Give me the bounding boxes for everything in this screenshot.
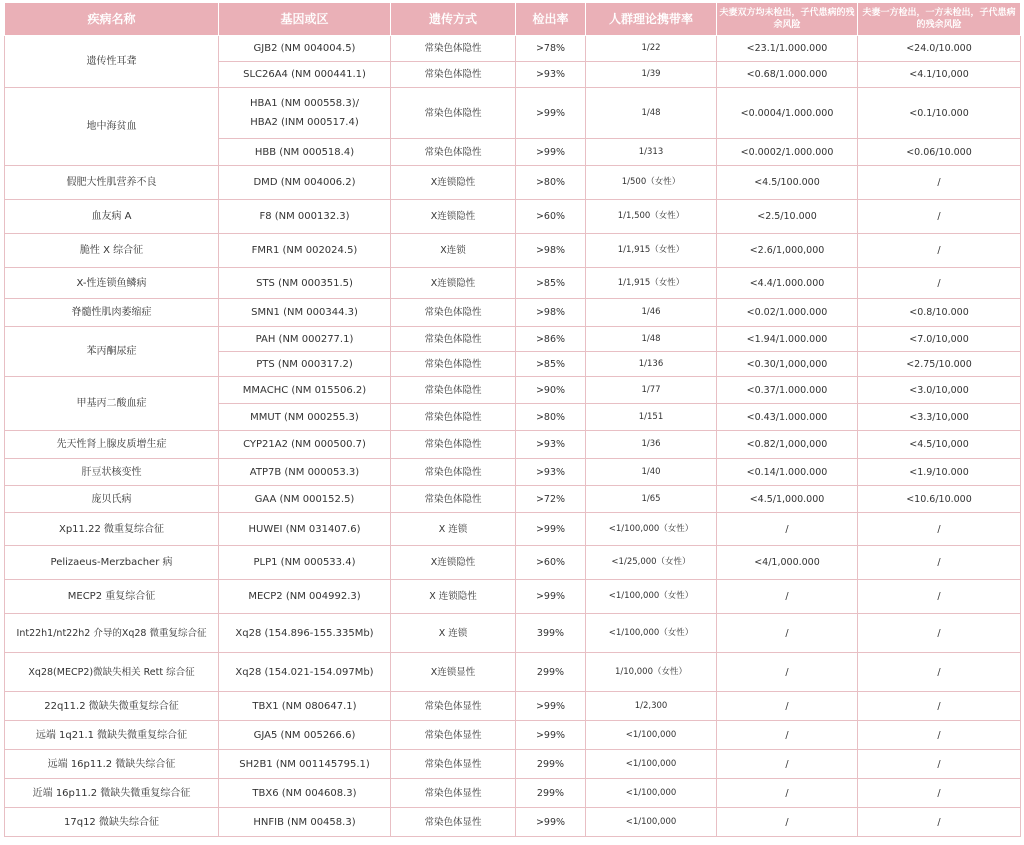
risk-both-cell: <0.14/1.000.000: [717, 459, 858, 486]
detection-rate-cell: 299%: [516, 779, 586, 808]
disease-cell: Int22h1/nt22h2 介导的Xq28 微重复综合征: [5, 614, 219, 653]
risk-both-cell: <2.6/1,000,000: [717, 234, 858, 268]
gene-cell: SLC26A4 (NM 000441.1): [219, 62, 391, 88]
carrier-rate-cell: <1/100,000: [586, 750, 717, 779]
carrier-rate-cell: 1/65: [586, 486, 717, 513]
table-row: [5, 513, 1021, 546]
risk-one-cell: <3.0/10,000: [858, 377, 1021, 404]
inheritance-cell: 常染色体显性: [391, 692, 516, 721]
inheritance-cell: X 连锁: [391, 513, 516, 546]
carrier-rate-cell: 1/1,915（女性）: [586, 234, 717, 268]
carrier-rate-cell: 1/313: [586, 139, 717, 166]
detection-rate-cell: >60%: [516, 200, 586, 234]
table-row: [5, 546, 1021, 580]
risk-one-cell: /: [858, 653, 1021, 692]
disease-cell: 脆性 X 综合征: [5, 234, 219, 268]
detection-rate-cell: 299%: [516, 653, 586, 692]
gene-cell: PLP1 (NM 000533.4): [219, 546, 391, 580]
carrier-rate-cell: 1/36: [586, 431, 717, 459]
gene-cell: SH2B1 (NM 001145795.1): [219, 750, 391, 779]
gene-cell: HBB (NM 000518.4): [219, 139, 391, 166]
gene-cell: GJA5 (NM 005266.6): [219, 721, 391, 750]
table-row: [5, 580, 1021, 614]
carrier-rate-cell: 1/1,915（女性）: [586, 268, 717, 299]
detection-rate-cell: >99%: [516, 513, 586, 546]
inheritance-cell: 常染色体隐性: [391, 486, 516, 513]
carrier-rate-cell: <1/100,000（女性）: [586, 513, 717, 546]
disease-cell: 17q12 微缺失综合征: [5, 808, 219, 837]
risk-both-cell: /: [717, 779, 858, 808]
detection-rate-cell: >72%: [516, 486, 586, 513]
carrier-rate-cell: 1/46: [586, 299, 717, 327]
risk-one-cell: <24.0/10.000: [858, 36, 1021, 62]
risk-both-cell: /: [717, 580, 858, 614]
gene-cell: SMN1 (NM 000344.3): [219, 299, 391, 327]
table-row: [5, 692, 1021, 721]
gene-cell: FMR1 (NM 002024.5): [219, 234, 391, 268]
gene-cell: ATP7B (NM 000053.3): [219, 459, 391, 486]
detection-rate-cell: >85%: [516, 268, 586, 299]
inheritance-cell: 常染色体隐性: [391, 62, 516, 88]
carrier-rate-cell: <1/100,000: [586, 779, 717, 808]
disease-cell: 先天性肾上腺皮质增生症: [5, 431, 219, 459]
inheritance-cell: X 连锁: [391, 614, 516, 653]
gene-cell: PTS (NM 000317.2): [219, 352, 391, 377]
table-row: [5, 377, 1021, 404]
table-row: [5, 486, 1021, 513]
inheritance-cell: 常染色体隐性: [391, 299, 516, 327]
detection-rate-cell: >93%: [516, 62, 586, 88]
risk-one-cell: <7.0/10,000: [858, 327, 1021, 352]
gene-cell: [219, 88, 391, 139]
carrier-rate-cell: 1/151: [586, 404, 717, 431]
gene-line: HBA2 (INM 000517.4): [250, 117, 359, 128]
inheritance-cell: 常染色体隐性: [391, 404, 516, 431]
disease-cell: 假肥大性肌营养不良: [5, 166, 219, 200]
risk-one-cell: /: [858, 721, 1021, 750]
detection-rate-cell: >60%: [516, 546, 586, 580]
inheritance-cell: X连锁隐性: [391, 268, 516, 299]
detection-rate-cell: >99%: [516, 721, 586, 750]
gene-cell: HUWEI (NM 031407.6): [219, 513, 391, 546]
gene-cell: MMACHC (NM 015506.2): [219, 377, 391, 404]
gene-cell: HNFIB (NM 00458.3): [219, 808, 391, 837]
disease-cell: 甲基丙二酸血症: [5, 377, 219, 431]
detection-rate-cell: >99%: [516, 88, 586, 139]
inheritance-cell: 常染色体隐性: [391, 377, 516, 404]
table-row: [5, 327, 1021, 352]
carrier-rate-cell: 1/500（女性）: [586, 166, 717, 200]
inheritance-cell: 常染色体显性: [391, 808, 516, 837]
detection-rate-cell: >93%: [516, 431, 586, 459]
disease-cell: 血友病 A: [5, 200, 219, 234]
table-row: [5, 200, 1021, 234]
carrier-rate-cell: 1/48: [586, 327, 717, 352]
table-row: [5, 234, 1021, 268]
risk-one-cell: <3.3/10,000: [858, 404, 1021, 431]
gene-cell: GAA (NM 000152.5): [219, 486, 391, 513]
risk-one-cell: /: [858, 779, 1021, 808]
risk-both-cell: /: [717, 513, 858, 546]
gene-cell: Xq28 (154.021-154.097Mb): [219, 653, 391, 692]
detection-rate-cell: 399%: [516, 614, 586, 653]
carrier-rate-cell: <1/100,000: [586, 808, 717, 837]
risk-both-cell: <0.30/1,000,000: [717, 352, 858, 377]
disease-cell: 苯丙酮尿症: [5, 327, 219, 377]
disease-cell: X-性连锁鱼鳞病: [5, 268, 219, 299]
detection-rate-cell: >99%: [516, 139, 586, 166]
inheritance-cell: 常染色体隐性: [391, 459, 516, 486]
risk-both-cell: /: [717, 692, 858, 721]
inheritance-cell: X 连锁隐性: [391, 580, 516, 614]
risk-one-cell: <2.75/10.000: [858, 352, 1021, 377]
disease-cell: 22q11.2 微缺失微重复综合征: [5, 692, 219, 721]
detection-rate-cell: >80%: [516, 166, 586, 200]
risk-one-cell: /: [858, 614, 1021, 653]
table-row: [5, 36, 1021, 62]
carrier-rate-cell: 1/40: [586, 459, 717, 486]
table-row: [5, 653, 1021, 692]
table-row: [5, 268, 1021, 299]
inheritance-cell: 常染色体隐性: [391, 36, 516, 62]
detection-rate-cell: >99%: [516, 692, 586, 721]
risk-one-cell: <0.1/10.000: [858, 88, 1021, 139]
risk-one-cell: <10.6/10.000: [858, 486, 1021, 513]
disease-cell: Xq28(MECP2)微缺失相关 Rett 综合征: [5, 653, 219, 692]
risk-one-cell: /: [858, 750, 1021, 779]
disease-cell: 近端 16p11.2 微缺失微重复综合征: [5, 779, 219, 808]
gene-cell: DMD (NM 004006.2): [219, 166, 391, 200]
detection-rate-cell: >78%: [516, 36, 586, 62]
table-row: [5, 166, 1021, 200]
detection-rate-cell: >99%: [516, 580, 586, 614]
detection-rate-cell: >99%: [516, 808, 586, 837]
inheritance-cell: X连锁: [391, 234, 516, 268]
risk-both-cell: <0.02/1.000.000: [717, 299, 858, 327]
disease-cell: MECP2 重复综合征: [5, 580, 219, 614]
risk-both-cell: <1.94/1.000.000: [717, 327, 858, 352]
carrier-rate-cell: <1/25,000（女性）: [586, 546, 717, 580]
carrier-rate-cell: 1/22: [586, 36, 717, 62]
risk-one-cell: <0.8/10.000: [858, 299, 1021, 327]
gene-cell: TBX1 (NM 080647.1): [219, 692, 391, 721]
risk-both-cell: <0.37/1.000.000: [717, 377, 858, 404]
carrier-rate-cell: <1/100,000（女性）: [586, 580, 717, 614]
risk-one-cell: <0.06/10.000: [858, 139, 1021, 166]
table-row: [5, 721, 1021, 750]
disease-cell: 肝豆状核变性: [5, 459, 219, 486]
gene-cell: TBX6 (NM 004608.3): [219, 779, 391, 808]
detection-rate-cell: >86%: [516, 327, 586, 352]
risk-both-cell: <0.43/1.000.000: [717, 404, 858, 431]
risk-both-cell: <4/1,000.000: [717, 546, 858, 580]
risk-both-cell: /: [717, 721, 858, 750]
detection-rate-cell: >85%: [516, 352, 586, 377]
carrier-rate-cell: <1/100,000（女性）: [586, 614, 717, 653]
risk-one-cell: /: [858, 234, 1021, 268]
gene-cell: F8 (NM 000132.3): [219, 200, 391, 234]
inheritance-cell: 常染色体隐性: [391, 88, 516, 139]
risk-one-cell: /: [858, 166, 1021, 200]
risk-one-cell: <1.9/10.000: [858, 459, 1021, 486]
carrier-rate-cell: 1/136: [586, 352, 717, 377]
table-row: [5, 88, 1021, 139]
detection-rate-cell: 299%: [516, 750, 586, 779]
carrier-rate-cell: 1/10,000（女性）: [586, 653, 717, 692]
table-row: [5, 614, 1021, 653]
header-carrier-rate: 人群理论携带率: [586, 3, 717, 36]
risk-one-cell: /: [858, 513, 1021, 546]
gene-cell: CYP21A2 (NM 000500.7): [219, 431, 391, 459]
disease-cell: Pelizaeus-Merzbacher 病: [5, 546, 219, 580]
risk-both-cell: /: [717, 808, 858, 837]
risk-both-cell: /: [717, 653, 858, 692]
carrier-rate-cell: 1/2,300: [586, 692, 717, 721]
gene-cell: Xq28 (154.896-155.335Mb): [219, 614, 391, 653]
risk-one-cell: /: [858, 692, 1021, 721]
risk-both-cell: <0.0002/1.000.000: [717, 139, 858, 166]
risk-one-cell: <4.1/10,000: [858, 62, 1021, 88]
carrier-rate-cell: 1/39: [586, 62, 717, 88]
genetic-screening-table: [4, 2, 1021, 837]
risk-both-cell: /: [717, 614, 858, 653]
risk-one-cell: /: [858, 580, 1021, 614]
inheritance-cell: 常染色体显性: [391, 721, 516, 750]
detection-rate-cell: >90%: [516, 377, 586, 404]
header-row: [5, 3, 1021, 36]
header-inheritance: 遗传方式: [391, 3, 516, 36]
disease-cell: Xp11.22 微重复综合征: [5, 513, 219, 546]
detection-rate-cell: >98%: [516, 299, 586, 327]
detection-rate-cell: >80%: [516, 404, 586, 431]
inheritance-cell: 常染色体隐性: [391, 352, 516, 377]
table-row: [5, 431, 1021, 459]
carrier-rate-cell: 1/48: [586, 88, 717, 139]
risk-both-cell: <4.4/1.000.000: [717, 268, 858, 299]
inheritance-cell: X连锁隐性: [391, 546, 516, 580]
header-detection-rate: 检出率: [516, 3, 586, 36]
disease-cell: 脊髓性肌肉萎缩症: [5, 299, 219, 327]
risk-one-cell: /: [858, 808, 1021, 837]
table-row: [5, 750, 1021, 779]
detection-rate-cell: >93%: [516, 459, 586, 486]
disease-cell: 地中海贫血: [5, 88, 219, 166]
risk-one-cell: /: [858, 546, 1021, 580]
detection-rate-cell: >98%: [516, 234, 586, 268]
table-row: [5, 459, 1021, 486]
gene-line: HBA1 (NM 000558.3)/: [250, 98, 359, 109]
genetic-screening-table-container: [4, 2, 1020, 837]
risk-both-cell: <23.1/1.000.000: [717, 36, 858, 62]
carrier-rate-cell: 1/77: [586, 377, 717, 404]
inheritance-cell: 常染色体隐性: [391, 139, 516, 166]
table-row: [5, 779, 1021, 808]
inheritance-cell: X连锁隐性: [391, 166, 516, 200]
header-risk-one-positive: 夫妻一方检出，一方未检出，子代患病的残余风险: [858, 3, 1021, 36]
risk-both-cell: <0.0004/1.000.000: [717, 88, 858, 139]
gene-cell: PAH (NM 000277.1): [219, 327, 391, 352]
gene-cell: STS (NM 000351.5): [219, 268, 391, 299]
inheritance-cell: 常染色体隐性: [391, 327, 516, 352]
disease-cell: 远端 1q21.1 微缺失微重复综合征: [5, 721, 219, 750]
header-risk-both-negative: 夫妻双方均未检出，子代患病的残余风险: [717, 3, 858, 36]
inheritance-cell: 常染色体显性: [391, 750, 516, 779]
inheritance-cell: 常染色体隐性: [391, 431, 516, 459]
table-row: [5, 808, 1021, 837]
disease-cell: 远端 16p11.2 微缺失综合征: [5, 750, 219, 779]
gene-cell: GJB2 (NM 004004.5): [219, 36, 391, 62]
gene-cell: MECP2 (NM 004992.3): [219, 580, 391, 614]
risk-one-cell: <4.5/10,000: [858, 431, 1021, 459]
disease-cell: 遗传性耳聋: [5, 36, 219, 88]
table-row: [5, 299, 1021, 327]
header-disease: 疾病名称: [5, 3, 219, 36]
risk-both-cell: /: [717, 750, 858, 779]
risk-both-cell: <0.82/1,000,000: [717, 431, 858, 459]
risk-one-cell: /: [858, 268, 1021, 299]
risk-both-cell: <0.68/1.000.000: [717, 62, 858, 88]
risk-one-cell: /: [858, 200, 1021, 234]
header-gene: 基因或区: [219, 3, 391, 36]
inheritance-cell: X连锁隐性: [391, 200, 516, 234]
risk-both-cell: <2.5/10.000: [717, 200, 858, 234]
carrier-rate-cell: <1/100,000: [586, 721, 717, 750]
carrier-rate-cell: 1/1,500（女性）: [586, 200, 717, 234]
gene-cell: MMUT (NM 000255.3): [219, 404, 391, 431]
risk-both-cell: <4.5/100.000: [717, 166, 858, 200]
inheritance-cell: X连锁显性: [391, 653, 516, 692]
disease-cell: 庞贝氏病: [5, 486, 219, 513]
risk-both-cell: <4.5/1,000.000: [717, 486, 858, 513]
inheritance-cell: 常染色体显性: [391, 779, 516, 808]
